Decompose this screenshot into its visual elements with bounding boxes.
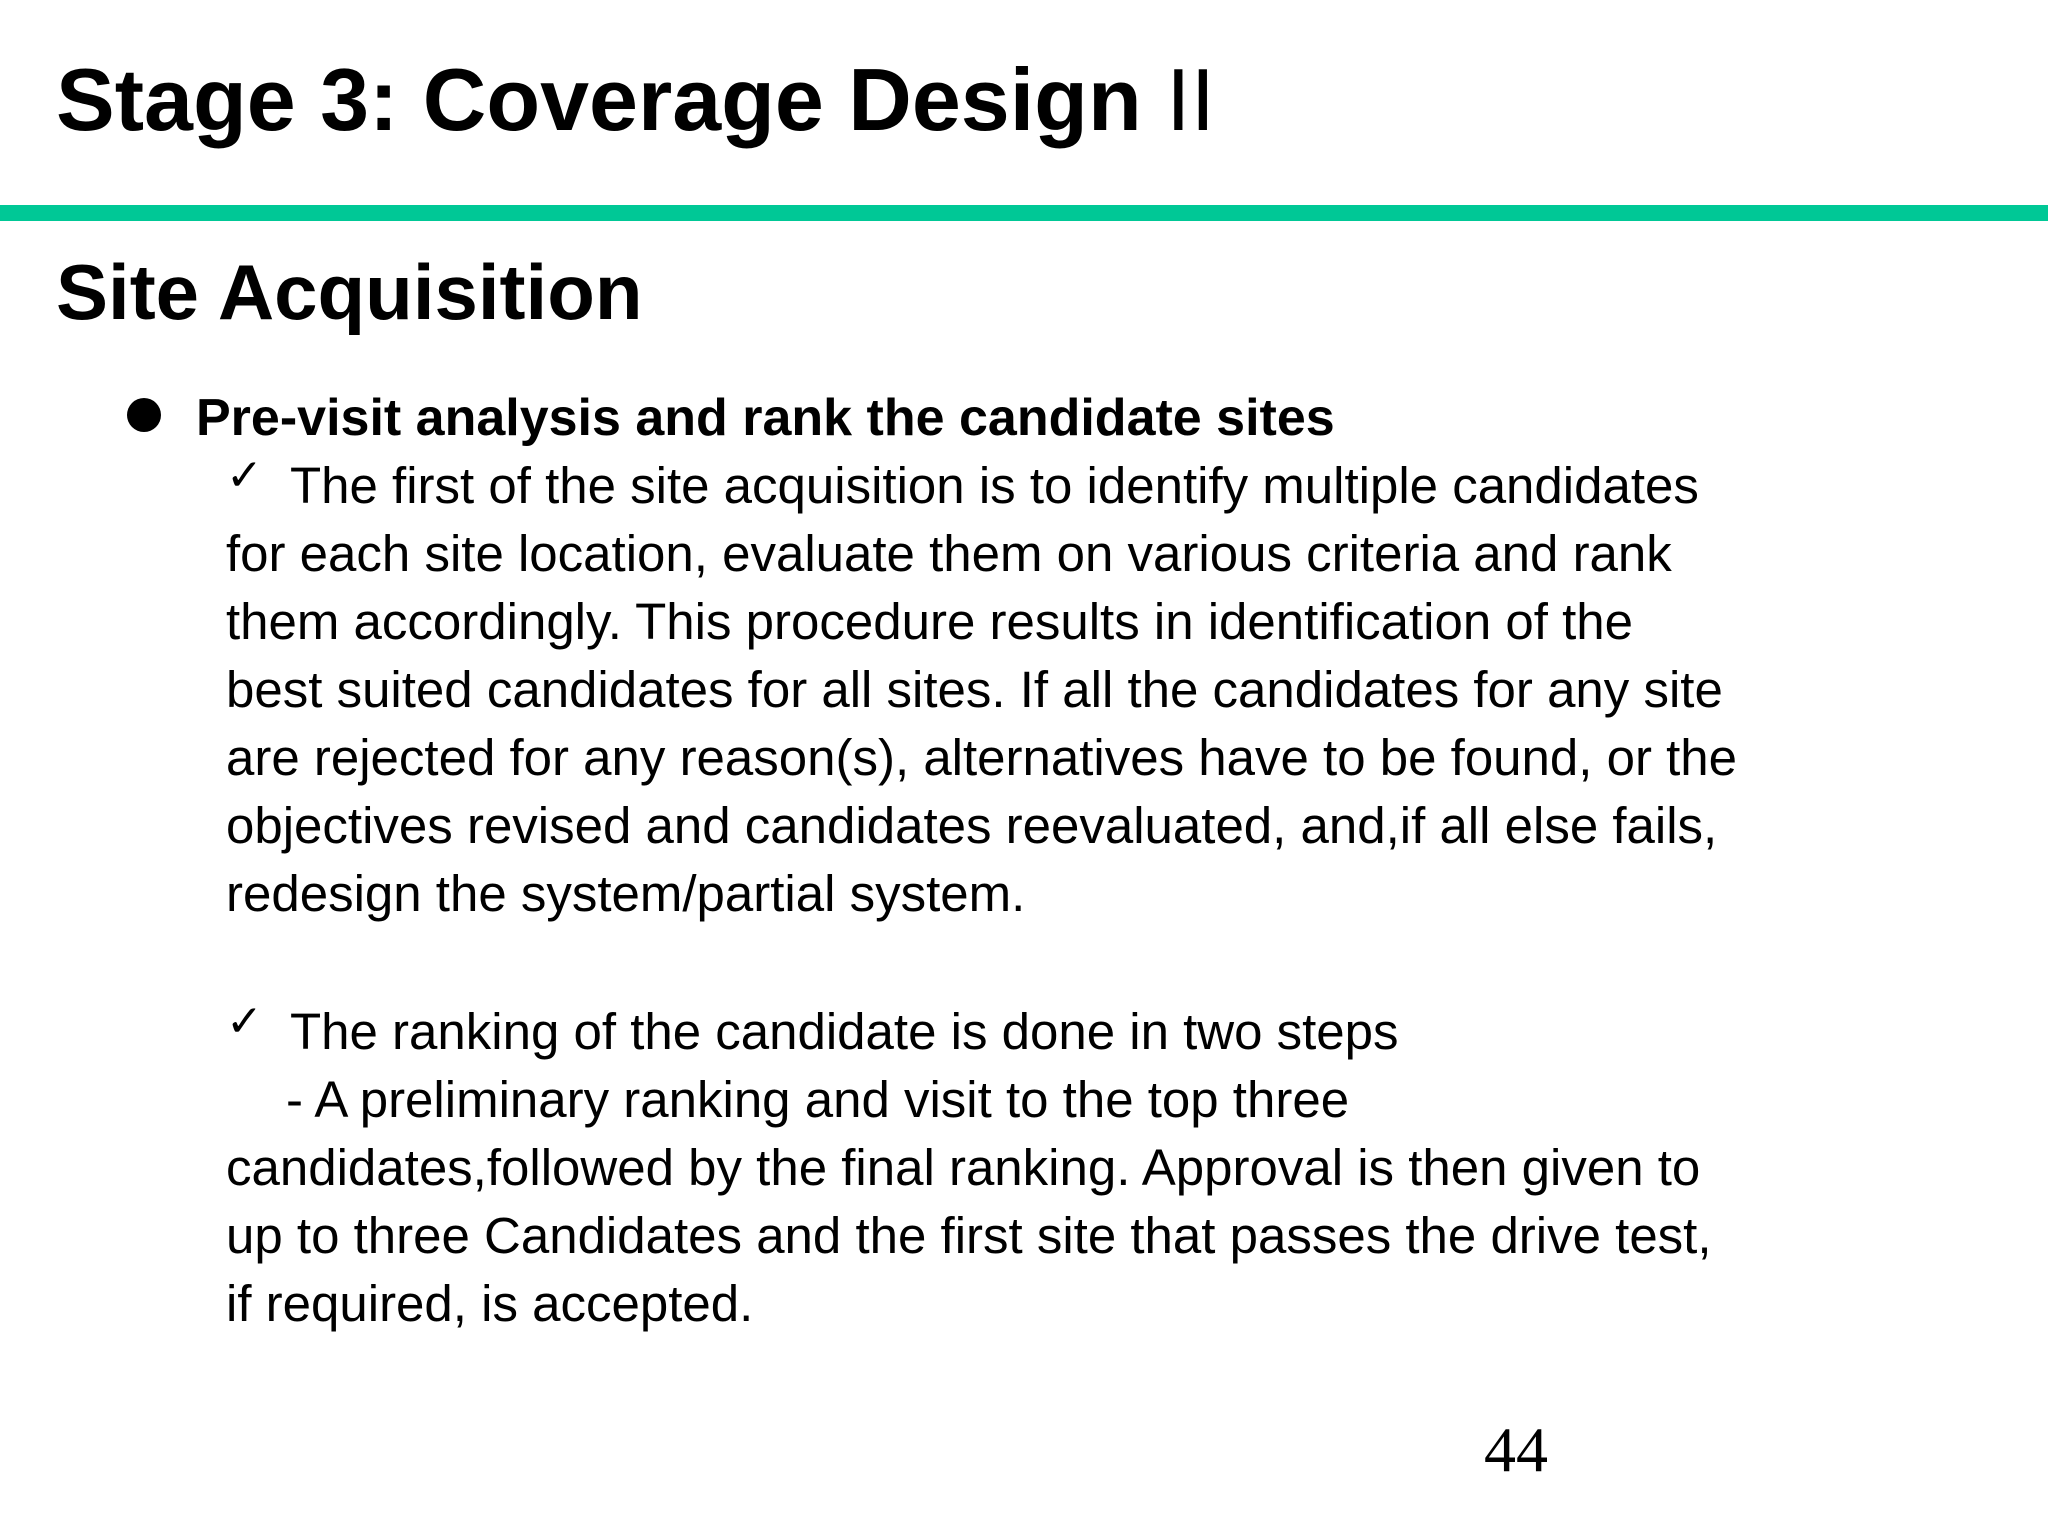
section-heading: Site Acquisition [56,248,643,336]
paragraph-line: objectives revised and candidates reevaluated, and,if all else fails, [226,797,1718,854]
paragraph-line [226,998,1946,1066]
paragraph-line: them accordingly. This procedure results in identification of the [226,593,1634,650]
page-number: 44 [1484,1414,1548,1485]
paragraph-line: are rejected for any reason(s), alternatives have to be found, or the [226,729,1738,786]
title-divider [0,205,2048,221]
slide-title-suffix: II [1166,50,1216,149]
paragraph-line: if required, is accepted. [226,1275,754,1332]
paragraph-text: - A preliminary ranking and visit to the top three [286,1071,1350,1128]
paragraph-site-identification [226,452,1946,928]
checkmark-icon: ✓ [226,997,263,1046]
bullet-heading: Pre-visit analysis and rank the candidate sites [196,389,1335,447]
paragraph-line: redesign the system/partial system. [226,865,1026,922]
paragraph-text: The ranking of the candidate is done in two steps [290,1003,1399,1060]
paragraph-line: for each site location, evaluate them on various criteria and rank [226,525,1672,582]
slide-title [56,52,1215,149]
slide-title-main: Stage 3: Coverage Design [56,50,1142,149]
checkmark-icon: ✓ [226,451,263,500]
paragraph-line [226,452,1946,520]
bullet-dot-icon [127,398,161,432]
paragraph-line: candidates,followed by the final ranking. Approval is then given to [226,1139,1701,1196]
paragraph-ranking-steps [226,998,1946,1338]
paragraph-line [226,1066,1946,1134]
paragraph-text: The first of the site acquisition is to identify multiple candidates [290,457,1699,514]
paragraph-line: up to three Candidates and the first site that passes the drive test, [226,1207,1712,1264]
paragraph-line: best suited candidates for all sites. If all the candidates for any site [226,661,1723,718]
